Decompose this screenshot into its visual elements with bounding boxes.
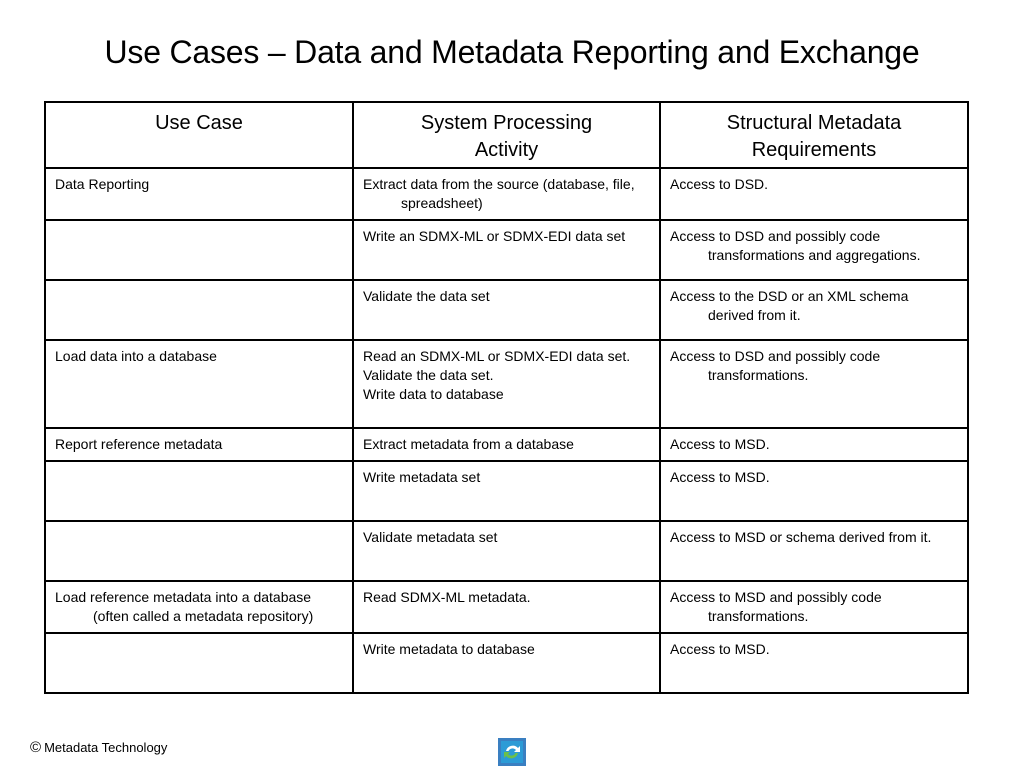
cell-text-line: Data Reporting <box>55 176 150 192</box>
cell-text-line: Load data into a database <box>55 348 217 364</box>
cell-text-line: Access to DSD. <box>670 176 769 192</box>
cell-text-line: Access to MSD. <box>670 436 770 452</box>
cell-text-line: Extract data from the source (database, file, spreadsheet) <box>363 176 635 211</box>
table-row <box>45 220 968 280</box>
copyright-symbol: © <box>30 739 42 756</box>
cell-text-line: Load reference metadata into a database (often called a metadata repository) <box>55 589 314 624</box>
cell-text-line: Read SDMX-ML metadata. <box>363 589 531 605</box>
activity-cell <box>353 428 660 461</box>
requirements-cell <box>660 280 968 340</box>
activity-cell <box>353 461 660 521</box>
requirements-cell <box>660 220 968 280</box>
cell-text-line: Write metadata set <box>363 469 481 485</box>
use-cases-table <box>44 101 969 694</box>
cell-text-line: Validate metadata set <box>363 529 498 545</box>
requirements-cell <box>660 168 968 220</box>
use-case-cell <box>45 340 353 428</box>
cell-text-line: Validate the data set. <box>363 367 494 383</box>
cell-text-line: Write data to database <box>363 386 504 402</box>
requirements-cell <box>660 461 968 521</box>
requirements-cell <box>660 521 968 581</box>
activity-cell <box>353 581 660 633</box>
footer <box>30 739 167 756</box>
activity-cell <box>353 521 660 581</box>
use-case-cell <box>45 168 353 220</box>
column-header-system-processing-activity: System Processing Activity <box>353 102 660 168</box>
column-header-structural-metadata-requirements: Structural Metadata Requirements <box>660 102 968 168</box>
requirements-cell <box>660 428 968 461</box>
cell-text-line: Access to the DSD or an XML schema derived from it. <box>670 288 909 323</box>
use-case-cell <box>45 581 353 633</box>
use-case-cell <box>45 220 353 280</box>
slide-title: Use Cases – Data and Metadata Reporting and Exchange <box>104 34 920 70</box>
table-row <box>45 521 968 581</box>
activity-cell <box>353 280 660 340</box>
activity-cell <box>353 633 660 693</box>
table-row <box>45 633 968 693</box>
use-case-cell <box>45 428 353 461</box>
table-row <box>45 340 968 428</box>
use-case-cell <box>45 521 353 581</box>
requirements-cell <box>660 340 968 428</box>
table-row <box>45 581 968 633</box>
table-row <box>45 428 968 461</box>
cell-text-line: Access to MSD or schema derived from it. <box>670 529 932 545</box>
use-case-cell <box>45 633 353 693</box>
requirements-cell <box>660 581 968 633</box>
column-header-use-case: Use Case <box>45 102 353 168</box>
activity-cell <box>353 220 660 280</box>
use-case-cell <box>45 461 353 521</box>
cell-text-line: Access to MSD and possibly code transformations. <box>670 589 882 624</box>
requirements-cell <box>660 633 968 693</box>
cell-text-line: Access to MSD. <box>670 469 770 485</box>
cell-text-line: Access to DSD and possibly code transformations. <box>670 348 881 383</box>
cell-text-line: Access to MSD. <box>670 641 770 657</box>
activity-cell <box>353 168 660 220</box>
table-body <box>45 168 968 693</box>
cell-text-line: Validate the data set <box>363 288 490 304</box>
cell-text-line: Write an SDMX-ML or SDMX-EDI data set <box>363 228 626 244</box>
cell-text-line: Write metadata to database <box>363 641 535 657</box>
table-row <box>45 461 968 521</box>
table-row <box>45 168 968 220</box>
cell-text-line: Read an SDMX-ML or SDMX-EDI data set. <box>363 348 631 364</box>
table-header-row <box>45 102 968 168</box>
cell-text-line: Extract metadata from a database <box>363 436 574 452</box>
metadata-technology-logo-icon <box>498 738 526 766</box>
footer-company-name: Metadata Technology <box>44 740 168 755</box>
cell-text-line: Report reference metadata <box>55 436 223 452</box>
activity-cell <box>353 340 660 428</box>
table-row <box>45 280 968 340</box>
use-case-cell <box>45 280 353 340</box>
cell-text-line: Access to DSD and possibly code transformations and aggregations. <box>670 228 921 263</box>
